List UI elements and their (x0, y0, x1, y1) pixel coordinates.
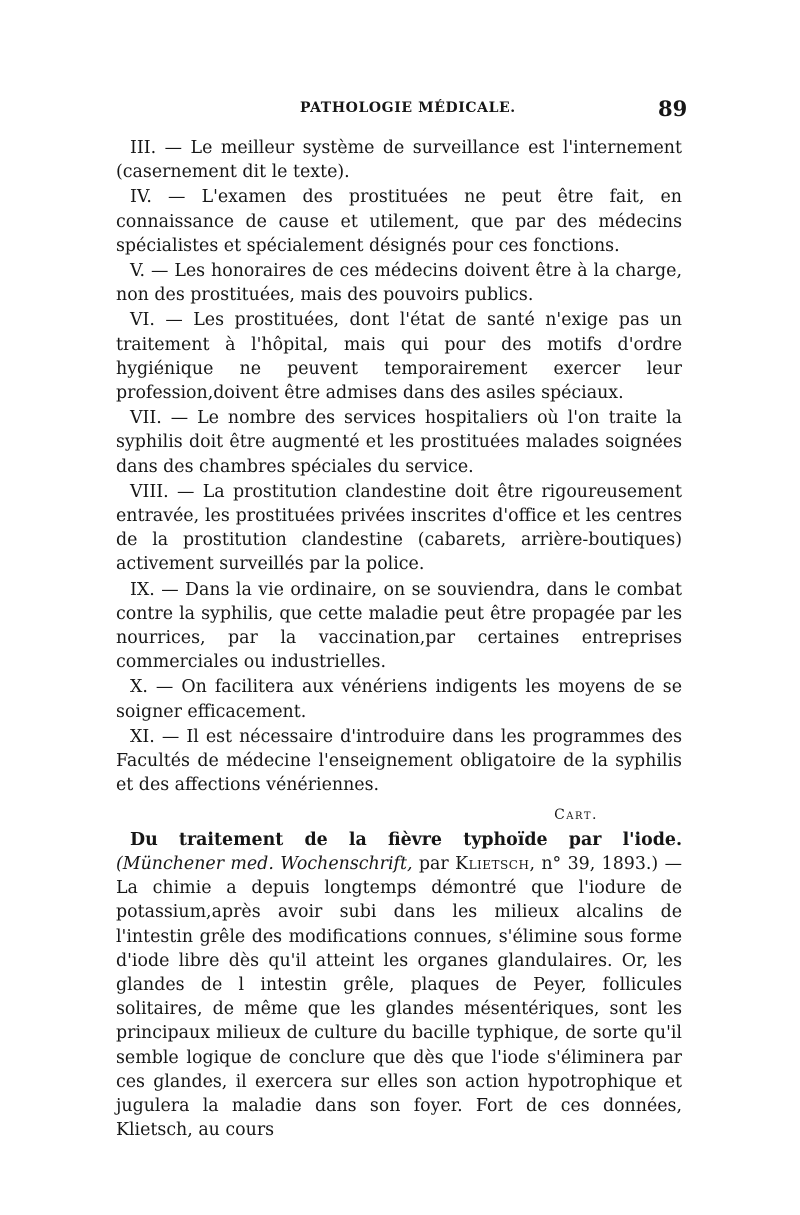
article-text: Il est nécessaire d'introduire dans les programmes des Facultés de médecine l'enseignement obligatoire de la syphilis et des affections vénériennes. (116, 726, 682, 796)
article-number: VII. (130, 408, 162, 429)
article-item: VIII. — La prostitution clandestine doit être rigoureusement entravée, les prostituées privées inscrites d'office et les centres de la prostitution clandestine (cabarets, arrière-boutiques) activement surveillés par la police. (116, 481, 683, 575)
article-number: IX. (130, 579, 155, 600)
article-number: VIII. (130, 481, 169, 502)
article-text: L'examen des prostituées ne peut être fait, en connaissance de cause et utilement, que par des médecins spécialistes et spécialement désignés pour ces fonctions. (116, 187, 682, 256)
article-text: On facilitera aux vénériens indigents les moyens de se soigner efficacement. (116, 677, 682, 722)
author-name: Klietsch (455, 853, 530, 874)
citation-details: , n° 39, 1893.) (529, 853, 659, 874)
article-number: IV. (130, 187, 152, 208)
section-paragraph: Du traitement de la fièvre typhoïde par l'iode. (Münchener med. Wochenschrift, par Klietsch, n° 39, 1893.) — La chimie a depuis longtemps démontré que l'iodure de potassium,après avoir subi dans les milieux alcalins de l'intestin grêle des modifications connues, s'élimine sous forme d'iode libre dès qu'il atteint les organes glandulaires. Or, les glandes de l intestin grêle, plaques de Peyer, follicules solitaires, de même que les glandes mésentériques, sont les principaux milieux de culture du bacille typhique, de sorte qu'il semble logique de conclure que dès que l'iode s'éliminera par ces glandes, il exercera sur elles son action hypotrophique et jugulera la maladie dans son foyer. Fort de ces données, Klietsch, au cours (116, 829, 682, 1141)
article-item: V. — Les honoraires de ces médecins doivent être à la charge, non des prostituées, mais des pouvoirs publics. (116, 261, 682, 306)
article-number: VI. (130, 310, 155, 331)
article-item: VII. — Le nombre des services hospitaliers où l'on traite la syphilis doit être augmenté et les prostituées malades soignées dans des chambres spéciales du service. (116, 408, 683, 477)
body-text (116, 136, 682, 1142)
author-signature: Cart. (554, 807, 598, 824)
article-number: XI. (130, 726, 155, 747)
article-text: La prostitution clandestine doit être rigoureusement entravée, les prostituées privées inscrites d'office et les centres de la prostitution clandestine (cabarets, arrière-boutiques) activement surveillés par la police. (116, 481, 683, 575)
article-number: III. (130, 138, 157, 158)
article-text: Le nombre des services hospitaliers où l'on traite la syphilis doit être augmenté et les prostituées malades soignées dans des chambres spéciales du service. (116, 408, 683, 477)
page-header (0, 96, 800, 126)
article-item: III. — Le meilleur système de surveillance est l'internement (casernement dit le texte). (116, 138, 682, 183)
running-title: PATHOLOGIE MÉDICALE. (300, 100, 516, 116)
article-number: V. (130, 261, 146, 282)
page-number: 89 (658, 96, 688, 121)
article-item: IX. — Dans la vie ordinaire, on se souviendra, dans le combat contre la syphilis, que cette maladie peut être propagée par les nourrices, par la vaccination,par certaines entreprises commerciales ou industrielles. (116, 579, 682, 673)
article-item: VI. — Les prostituées, dont l'état de santé n'exige pas un traitement à l'hôpital, mais qui pour des motifs d'ordre hygiénique ne peuvent temporairement exercer leur profession,doivent être admises dans des asiles spéciaux. (116, 310, 683, 404)
article-text: Les prostituées, dont l'état de santé n'exige pas un traitement à l'hôpital, mais qui pour des motifs d'ordre hygiénique ne peuvent temporairement exercer leur profession,doivent être admises dans des asiles spéciaux. (116, 310, 683, 404)
article-item: X. — On facilitera aux vénériens indigents les moyens de se soigner efficacement. (116, 677, 682, 722)
journal-name: (Münchener med. Wochenschrift, (116, 853, 413, 874)
article-text: Les honoraires de ces médecins doivent être à la charge, non des prostituées, mais des pouvoirs publics. (116, 261, 682, 306)
article-text: Dans la vie ordinaire, on se souviendra, dans le combat contre la syphilis, que cette maladie peut être propagée par les nourrices, par la vaccination,par certaines entreprises commerciales ou industrielles. (116, 579, 682, 673)
section-text: La chimie a depuis longtemps démontré que l'iodure de potassium,après avoir subi dans les milieux alcalins de l'intestin grêle des modifications connues, s'élimine sous forme d'iode libre dès qu'il atteint les organes glandulaires. Or, les glandes de l intestin grêle, plaques de Peyer, follicules solitaires, de même que les glandes mésentériques, sont les principaux milieux de culture du bacille typhique, de sorte qu'il semble logique de conclure que dès que l'iode s'éliminera par ces glandes, il exercera sur elles son action hypotrophique et jugulera la maladie dans son foyer. Fort de ces données, Klietsch, au cours (116, 878, 682, 1141)
article-item: XI. — Il est nécessaire d'introduire dans les programmes des Facultés de médecine l'enseignement obligatoire de la syphilis et des affections vénériennes. (116, 726, 682, 796)
article-item: IV. — L'examen des prostituées ne peut être fait, en connaissance de cause et utilement, que par des médecins spécialistes et spécialement désignés pour ces fonctions. (116, 187, 682, 256)
section-title: Du traitement de la fièvre typhoïde par l'iode. (130, 829, 682, 850)
author-prefix: par (412, 853, 456, 874)
article-number: X. (130, 677, 148, 698)
article-text: Le meilleur système de surveillance est l'internement (casernement dit le texte). (116, 138, 682, 183)
